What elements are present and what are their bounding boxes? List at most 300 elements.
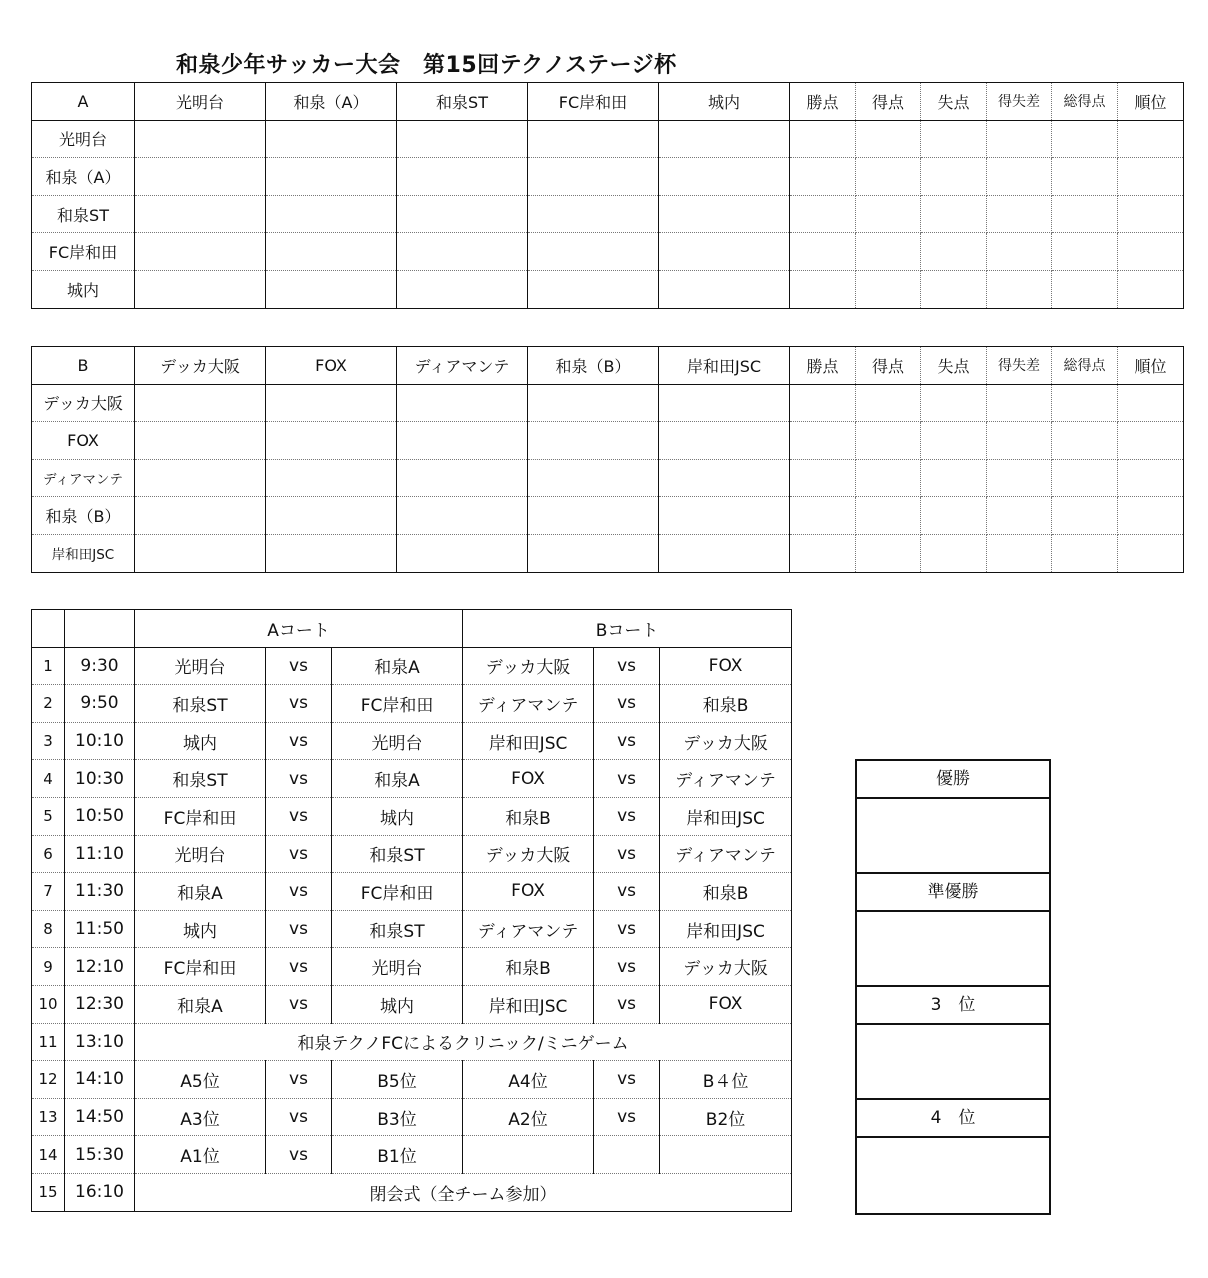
schedule-row (32, 948, 792, 986)
result-cell[interactable] (135, 534, 266, 572)
stat-cell[interactable] (790, 270, 856, 308)
court-b-team1: A2位 (463, 1098, 594, 1136)
team-column-header: ディアマンテ (397, 347, 528, 385)
court-a-team2: FC岸和田 (332, 685, 463, 723)
group-b-body (32, 347, 1184, 573)
result-cell[interactable] (135, 497, 266, 535)
court-a-team1: 和泉A (135, 873, 266, 911)
stat-cell[interactable] (921, 195, 987, 233)
result-cell[interactable] (659, 422, 790, 460)
stat-cell[interactable] (856, 233, 921, 271)
result-cell[interactable] (659, 158, 790, 196)
team-row-label: FOX (32, 422, 135, 460)
stat-cell[interactable] (1052, 459, 1118, 497)
result-cell[interactable] (659, 384, 790, 422)
team-column-header: FOX (266, 347, 397, 385)
team-column-header: 光明台 (135, 83, 266, 121)
result-cell[interactable] (135, 195, 266, 233)
court-a-team1: 和泉ST (135, 760, 266, 798)
court-b-team1: FOX (463, 760, 594, 798)
schedule-row (32, 647, 792, 685)
vs-label: vs (594, 760, 660, 798)
court-b-team1: A4位 (463, 1061, 594, 1099)
court-a-team2: 光明台 (332, 722, 463, 760)
result-cell[interactable] (528, 384, 659, 422)
result-cell[interactable] (135, 422, 266, 460)
court-b-team2: FOX (660, 985, 792, 1023)
result-cell[interactable] (659, 497, 790, 535)
stat-cell[interactable] (987, 158, 1052, 196)
court-a-team1: 城内 (135, 910, 266, 948)
stat-cell[interactable] (790, 534, 856, 572)
team-row-label: FC岸和田 (32, 233, 135, 271)
stat-cell[interactable] (921, 233, 987, 271)
team-column-header: FC岸和田 (528, 83, 659, 121)
ranking-entry-box[interactable] (857, 1138, 1049, 1213)
stat-cell[interactable] (790, 120, 856, 158)
court-b-team2: B2位 (660, 1098, 792, 1136)
schedule-row (32, 1136, 792, 1174)
match-number: 5 (32, 797, 65, 835)
result-cell[interactable] (528, 534, 659, 572)
result-cell[interactable] (397, 270, 528, 308)
stat-cell[interactable] (921, 384, 987, 422)
court-a-team2: 光明台 (332, 948, 463, 986)
schedule-row (32, 1173, 792, 1211)
stat-header: 勝点 (790, 347, 856, 385)
schedule-row (32, 1061, 792, 1099)
result-cell[interactable] (135, 158, 266, 196)
match-time: 11:10 (65, 835, 135, 873)
result-cell[interactable] (528, 459, 659, 497)
result-cell[interactable] (266, 534, 397, 572)
match-time: 12:30 (65, 985, 135, 1023)
header-number (32, 610, 65, 648)
vs-label: vs (594, 647, 660, 685)
result-cell[interactable] (528, 497, 659, 535)
vs-label: vs (594, 873, 660, 911)
court-b-team2: デッカ大阪 (660, 948, 792, 986)
court-b-team1: ディアマンテ (463, 910, 594, 948)
match-number: 14 (32, 1136, 65, 1174)
court-b-team1: 和泉B (463, 948, 594, 986)
team-row (32, 158, 1184, 196)
stat-cell[interactable] (856, 384, 921, 422)
court-a-team2: B3位 (332, 1098, 463, 1136)
vs-label: vs (594, 910, 660, 948)
schedule-table (31, 609, 792, 1212)
match-number: 11 (32, 1023, 65, 1061)
match-number: 4 (32, 760, 65, 798)
result-cell[interactable] (659, 195, 790, 233)
team-row (32, 384, 1184, 422)
stat-cell[interactable] (921, 459, 987, 497)
match-time: 15:30 (65, 1136, 135, 1174)
vs-label (594, 1136, 660, 1174)
court-b-header: Bコート (463, 610, 792, 648)
stat-cell[interactable] (1118, 497, 1184, 535)
result-cell[interactable] (659, 270, 790, 308)
result-cell[interactable] (266, 459, 397, 497)
stat-cell[interactable] (921, 270, 987, 308)
court-b-team2: デッカ大阪 (660, 722, 792, 760)
ranking-label: 4 位 (857, 1100, 1049, 1138)
team-row (32, 195, 1184, 233)
stat-header: 得点 (856, 347, 921, 385)
court-b-team2: 和泉B (660, 873, 792, 911)
court-a-team1: FC岸和田 (135, 797, 266, 835)
match-time: 11:50 (65, 910, 135, 948)
schedule-row (32, 1098, 792, 1136)
court-b-team2: ディアマンテ (660, 760, 792, 798)
stat-header: 順位 (1118, 83, 1184, 121)
court-a-team2: 和泉A (332, 760, 463, 798)
schedule-row (32, 873, 792, 911)
stat-cell[interactable] (856, 195, 921, 233)
match-number: 12 (32, 1061, 65, 1099)
ranking-label: 3 位 (857, 987, 1049, 1025)
result-cell[interactable] (397, 120, 528, 158)
match-time: 12:10 (65, 948, 135, 986)
team-row-label: 光明台 (32, 120, 135, 158)
vs-label: vs (266, 1061, 332, 1099)
team-row (32, 270, 1184, 308)
stat-cell[interactable] (790, 233, 856, 271)
event-cell: 閉会式（全チーム参加） (135, 1173, 792, 1211)
court-b-team1: デッカ大阪 (463, 835, 594, 873)
match-time: 10:10 (65, 722, 135, 760)
stat-cell[interactable] (856, 422, 921, 460)
court-a-team1: A5位 (135, 1061, 266, 1099)
result-cell[interactable] (528, 195, 659, 233)
stat-cell[interactable] (1118, 422, 1184, 460)
court-a-team1: 和泉ST (135, 685, 266, 723)
result-cell[interactable] (528, 158, 659, 196)
ranking-entry-box[interactable] (857, 1025, 1049, 1100)
stat-cell[interactable] (1118, 233, 1184, 271)
team-row (32, 233, 1184, 271)
stat-cell[interactable] (1052, 158, 1118, 196)
match-number: 15 (32, 1173, 65, 1211)
vs-label: vs (266, 1098, 332, 1136)
stat-cell[interactable] (1118, 459, 1184, 497)
stat-cell[interactable] (1118, 270, 1184, 308)
court-b-team2: 岸和田JSC (660, 797, 792, 835)
vs-label: vs (594, 1098, 660, 1136)
court-a-team1: FC岸和田 (135, 948, 266, 986)
court-b-team2: ディアマンテ (660, 835, 792, 873)
vs-label: vs (594, 722, 660, 760)
result-cell[interactable] (397, 195, 528, 233)
result-cell[interactable] (266, 497, 397, 535)
schedule-row (32, 722, 792, 760)
result-cell[interactable] (659, 233, 790, 271)
stat-header: 得失差 (987, 347, 1052, 385)
match-time: 11:30 (65, 873, 135, 911)
result-cell[interactable] (266, 195, 397, 233)
result-cell[interactable] (397, 384, 528, 422)
stat-header: 失点 (921, 83, 987, 121)
stat-header: 失点 (921, 347, 987, 385)
result-cell[interactable] (659, 459, 790, 497)
court-b-team2: FOX (660, 647, 792, 685)
match-number: 9 (32, 948, 65, 986)
stat-cell[interactable] (856, 534, 921, 572)
schedule-row (32, 797, 792, 835)
court-b-team2: B４位 (660, 1061, 792, 1099)
team-column-header: 和泉（A） (266, 83, 397, 121)
stat-header: 総得点 (1052, 83, 1118, 121)
stat-cell[interactable] (856, 120, 921, 158)
court-a-team1: 城内 (135, 722, 266, 760)
stat-cell[interactable] (987, 534, 1052, 572)
team-row-label: 和泉（A） (32, 158, 135, 196)
court-b-team1: 和泉B (463, 797, 594, 835)
team-row-label: 和泉（B） (32, 497, 135, 535)
stat-cell[interactable] (1052, 270, 1118, 308)
schedule-row (32, 985, 792, 1023)
stat-cell[interactable] (856, 270, 921, 308)
match-time: 14:10 (65, 1061, 135, 1099)
schedule-body (32, 610, 792, 1212)
stat-header: 総得点 (1052, 347, 1118, 385)
vs-label: vs (594, 685, 660, 723)
stat-header: 勝点 (790, 83, 856, 121)
result-cell[interactable] (397, 422, 528, 460)
vs-label: vs (266, 835, 332, 873)
result-cell[interactable] (659, 120, 790, 158)
stat-cell[interactable] (856, 459, 921, 497)
court-a-team2: B5位 (332, 1061, 463, 1099)
stat-cell[interactable] (921, 534, 987, 572)
stat-cell[interactable] (987, 422, 1052, 460)
court-b-team1: 岸和田JSC (463, 722, 594, 760)
stat-cell[interactable] (790, 422, 856, 460)
match-number: 3 (32, 722, 65, 760)
stat-cell[interactable] (1118, 195, 1184, 233)
court-a-team1: 和泉A (135, 985, 266, 1023)
stat-cell[interactable] (921, 120, 987, 158)
ranking-entry-box[interactable] (857, 912, 1049, 987)
court-b-team1: FOX (463, 873, 594, 911)
result-cell[interactable] (135, 120, 266, 158)
vs-label: vs (266, 910, 332, 948)
court-b-team2: 和泉B (660, 685, 792, 723)
court-b-team1: デッカ大阪 (463, 647, 594, 685)
match-time: 10:50 (65, 797, 135, 835)
stat-header: 得点 (856, 83, 921, 121)
court-a-team1: 光明台 (135, 647, 266, 685)
event-cell: 和泉テクノFCによるクリニック/ミニゲーム (135, 1023, 792, 1061)
result-cell[interactable] (266, 120, 397, 158)
match-number: 7 (32, 873, 65, 911)
result-cell[interactable] (135, 384, 266, 422)
team-row (32, 120, 1184, 158)
vs-label: vs (594, 797, 660, 835)
team-row (32, 459, 1184, 497)
match-number: 10 (32, 985, 65, 1023)
stat-cell[interactable] (1118, 158, 1184, 196)
court-a-header: Aコート (135, 610, 463, 648)
vs-label: vs (266, 948, 332, 986)
team-column-header: 城内 (659, 83, 790, 121)
match-number: 2 (32, 685, 65, 723)
team-column-header: 岸和田JSC (659, 347, 790, 385)
result-cell[interactable] (135, 459, 266, 497)
stat-cell[interactable] (1118, 534, 1184, 572)
match-time: 13:10 (65, 1023, 135, 1061)
court-a-team2: B1位 (332, 1136, 463, 1174)
stat-cell[interactable] (987, 233, 1052, 271)
group-a-header-row (32, 83, 1184, 121)
stat-cell[interactable] (1052, 384, 1118, 422)
stat-cell[interactable] (790, 497, 856, 535)
court-a-team2: 和泉ST (332, 910, 463, 948)
match-number: 8 (32, 910, 65, 948)
result-cell[interactable] (528, 120, 659, 158)
stat-cell[interactable] (1052, 534, 1118, 572)
stat-cell[interactable] (987, 120, 1052, 158)
team-row-label: デッカ大阪 (32, 384, 135, 422)
team-row-label: 岸和田JSC (32, 534, 135, 572)
schedule-row (32, 685, 792, 723)
result-cell[interactable] (266, 270, 397, 308)
match-time: 9:50 (65, 685, 135, 723)
match-number: 13 (32, 1098, 65, 1136)
result-cell[interactable] (266, 384, 397, 422)
team-row (32, 534, 1184, 572)
team-row-label: ディアマンテ (32, 459, 135, 497)
match-number: 6 (32, 835, 65, 873)
vs-label: vs (266, 647, 332, 685)
result-cell[interactable] (528, 270, 659, 308)
page-title: 和泉少年サッカー大会 第15回テクノステージ杯 (176, 53, 677, 78)
ranking-entry-box[interactable] (857, 799, 1049, 874)
stat-cell[interactable] (1118, 384, 1184, 422)
court-b-team1 (463, 1136, 594, 1174)
final-ranking-box (855, 759, 1051, 1215)
court-a-team1: A3位 (135, 1098, 266, 1136)
team-column-header: 和泉ST (397, 83, 528, 121)
court-a-team1: A1位 (135, 1136, 266, 1174)
vs-label: vs (266, 760, 332, 798)
stat-cell[interactable] (987, 270, 1052, 308)
court-b-team1: ディアマンテ (463, 685, 594, 723)
court-b-team1: 岸和田JSC (463, 985, 594, 1023)
result-cell[interactable] (135, 233, 266, 271)
group-b-table (31, 346, 1184, 573)
stat-cell[interactable] (921, 422, 987, 460)
schedule-row (32, 910, 792, 948)
court-a-team2: 城内 (332, 985, 463, 1023)
vs-label: vs (266, 685, 332, 723)
vs-label: vs (266, 873, 332, 911)
result-cell[interactable] (266, 422, 397, 460)
stat-cell[interactable] (856, 158, 921, 196)
vs-label: vs (266, 985, 332, 1023)
group-a-body (32, 83, 1184, 309)
vs-label: vs (266, 722, 332, 760)
schedule-row (32, 760, 792, 798)
stat-cell[interactable] (1118, 120, 1184, 158)
result-cell[interactable] (266, 233, 397, 271)
vs-label: vs (594, 948, 660, 986)
schedule-header-row (32, 610, 792, 648)
result-cell[interactable] (397, 534, 528, 572)
stat-cell[interactable] (921, 158, 987, 196)
result-cell[interactable] (397, 497, 528, 535)
stat-header: 得失差 (987, 83, 1052, 121)
stat-cell[interactable] (987, 384, 1052, 422)
stat-cell[interactable] (1052, 195, 1118, 233)
stat-cell[interactable] (921, 497, 987, 535)
team-column-header: デッカ大阪 (135, 347, 266, 385)
vs-label: vs (594, 985, 660, 1023)
stat-cell[interactable] (790, 195, 856, 233)
ranking-label: 優勝 (857, 761, 1049, 799)
match-time: 16:10 (65, 1173, 135, 1211)
result-cell[interactable] (659, 534, 790, 572)
stat-cell[interactable] (1052, 497, 1118, 535)
result-cell[interactable] (528, 233, 659, 271)
court-b-team2 (660, 1136, 792, 1174)
result-cell[interactable] (266, 158, 397, 196)
result-cell[interactable] (135, 270, 266, 308)
stat-cell[interactable] (790, 459, 856, 497)
court-a-team2: 和泉A (332, 647, 463, 685)
stat-cell[interactable] (987, 497, 1052, 535)
team-row-label: 城内 (32, 270, 135, 308)
match-time: 10:30 (65, 760, 135, 798)
vs-label: vs (594, 835, 660, 873)
team-row (32, 497, 1184, 535)
group-label: A (32, 83, 135, 121)
ranking-label: 準優勝 (857, 874, 1049, 912)
stat-cell[interactable] (1052, 233, 1118, 271)
stat-cell[interactable] (790, 384, 856, 422)
vs-label: vs (594, 1061, 660, 1099)
stat-cell[interactable] (790, 158, 856, 196)
court-a-team2: 和泉ST (332, 835, 463, 873)
header-time (65, 610, 135, 648)
result-cell[interactable] (397, 459, 528, 497)
result-cell[interactable] (397, 233, 528, 271)
result-cell[interactable] (397, 158, 528, 196)
group-b-header-row (32, 347, 1184, 385)
result-cell[interactable] (528, 422, 659, 460)
group-a-table (31, 82, 1184, 309)
stat-cell[interactable] (1052, 120, 1118, 158)
match-time: 14:50 (65, 1098, 135, 1136)
team-column-header: 和泉（B） (528, 347, 659, 385)
stat-cell[interactable] (1052, 422, 1118, 460)
match-time: 9:30 (65, 647, 135, 685)
match-number: 1 (32, 647, 65, 685)
group-label: B (32, 347, 135, 385)
team-row (32, 422, 1184, 460)
vs-label: vs (266, 1136, 332, 1174)
court-a-team2: FC岸和田 (332, 873, 463, 911)
stat-cell[interactable] (856, 497, 921, 535)
vs-label: vs (266, 797, 332, 835)
stat-cell[interactable] (987, 195, 1052, 233)
court-a-team2: 城内 (332, 797, 463, 835)
schedule-row (32, 835, 792, 873)
court-a-team1: 光明台 (135, 835, 266, 873)
stat-cell[interactable] (987, 459, 1052, 497)
court-b-team2: 岸和田JSC (660, 910, 792, 948)
stat-header: 順位 (1118, 347, 1184, 385)
